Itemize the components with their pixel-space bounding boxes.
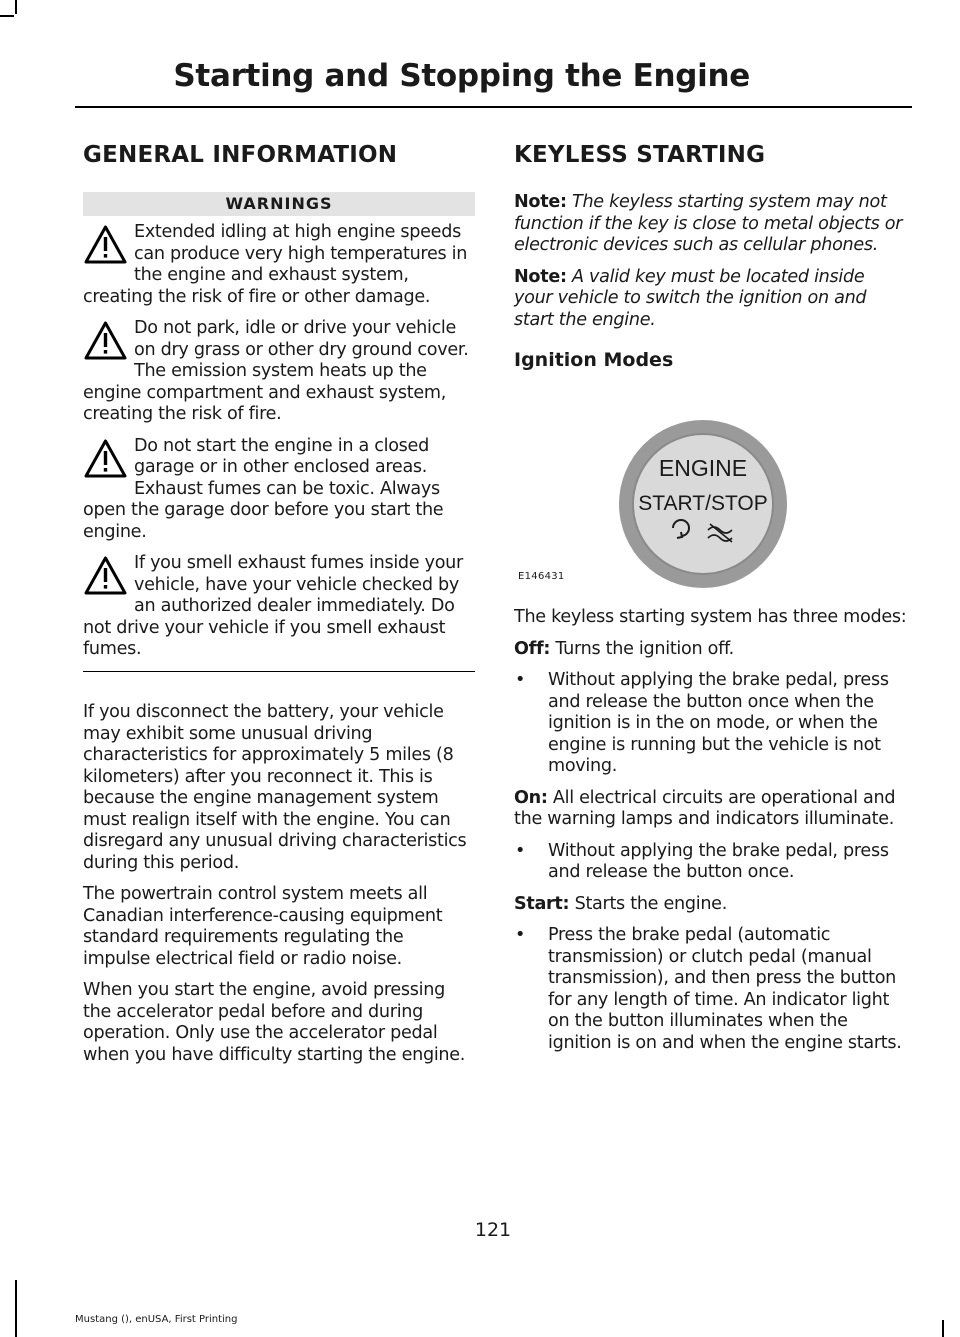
bullet-list [514,925,907,1054]
paragraph: The keyless starting system has three modes: [514,607,907,627]
warning-text: If you smell exhaust fumes inside your vehicle, have your vehicle checked by an authorized dealer immediately. Do not drive your vehicle if you smell exhaust fumes. [83,553,463,659]
warning-text: Extended idling at high engine speeds can produce very high temperatures in the engine and exhaust system, creating the risk of fire or other damage. [83,222,468,307]
warning-triangle-icon [83,320,128,362]
section-heading-general-information: GENERAL INFORMATION [83,142,398,168]
note-label: Note: [514,192,567,212]
warning-triangle-icon [83,438,128,480]
section-heading-keyless-starting: KEYLESS STARTING [514,142,766,168]
list-item: • Press the brake pedal (automatic transmission) or clutch pedal (manual transmission), and then press the button for any length of time. An indicator light on the button illuminates when the ignition is on and when the engine starts. [514,925,907,1054]
warning-triangle-icon [83,224,128,266]
paragraph: If you disconnect the battery, your vehicle may exhibit some unusual driving characteristics for approximately 5 miles (8 kilometers) after you reconnect it. This is because the engine management system must realign itself with the engine. You can disregard any unusual driving characteristics during this period. [83,702,467,873]
paragraph: The powertrain control system meets all Canadian interference-causing equipment standard requirements regulating the impulse electrical field or radio noise. [83,884,443,969]
list-item: • Without applying the brake pedal, press and release the button once. [514,841,907,884]
mode-text: Starts the engine. [574,893,727,914]
left-column [83,142,475,1076]
crop-mark [15,0,17,14]
mode-label: On: [514,787,548,808]
subheading-ignition-modes: Ignition Modes [514,349,674,371]
warning-text: Do not start the engine in a closed garage or in other enclosed areas. Exhaust fumes can be toxic. Always open the garage door before you start the engine. [83,435,444,542]
crop-mark [0,15,14,17]
page-number: 121 [474,1219,512,1241]
note-label: Note: [514,266,567,287]
footer-text: Mustang (), enUSA, First Printing [75,1314,238,1325]
bullet-list [514,841,907,884]
mode-text: Turns the ignition off. [555,638,734,659]
note-text: The keyless starting system may not function if the key is close to metal objects or electronic devices such as cellular phones. [514,192,903,255]
warning-item [83,436,475,544]
button-label-engine: ENGINE [658,455,748,481]
note [514,192,907,257]
header-rule [75,106,912,108]
mode-description [514,894,907,916]
warning-text: Do not park, idle or drive your vehicle on dry grass or other dry ground cover. The emission system heats up the engine compartment and exhaust system, creating the risk of fire. [83,318,469,424]
note-text: A valid key must be located inside your vehicle to switch the ignition on and start the engine. [514,266,867,330]
warnings-header: WARNINGS [83,192,475,216]
mode-text: All electrical circuits are operational and the warning lamps and indicators illuminate. [514,787,896,829]
warning-triangle-icon [83,555,128,597]
mode-description [514,639,907,661]
bullet-list [514,670,907,778]
crop-mark [15,1280,17,1337]
button-label-start-stop: START/STOP [638,492,768,515]
note [514,267,907,332]
warnings-end-rule [83,671,475,673]
page-header-title: Starting and Stopping the Engine [173,58,750,94]
mode-description [514,788,907,831]
figure-id: E146431 [518,571,565,582]
engine-start-stop-button-illustration [616,418,790,590]
list-item: • Without applying the brake pedal, press and release the button once when the ignition is in the on mode, or when the engine is running but the vehicle is not moving. [514,670,907,778]
paragraph: When you start the engine, avoid pressing the accelerator pedal before and during operation. Only use the accelerator pedal when you have difficulty starting the engine. [83,980,466,1065]
mode-label: Off: [514,638,551,659]
mode-label: Start: [514,893,570,914]
warning-item [83,553,475,661]
engine-start-stop-figure [514,385,907,607]
right-column [514,142,907,1064]
warning-item [83,222,475,308]
warning-item [83,318,475,426]
crop-mark [942,1320,944,1337]
